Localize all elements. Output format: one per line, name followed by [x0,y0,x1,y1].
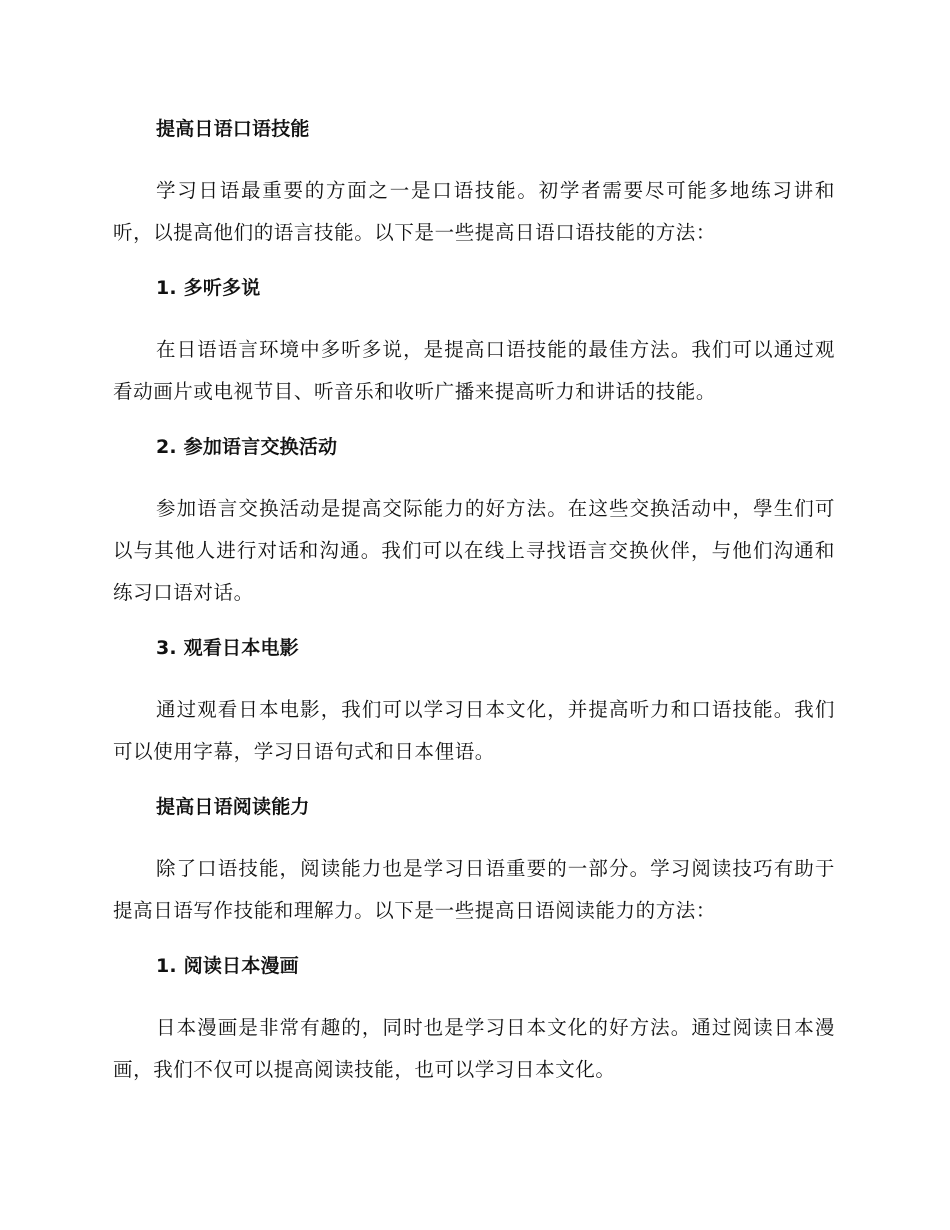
body-paragraph: 除了口语技能，阅读能力也是学习日语重要的一部分。学习阅读技巧有助于提高日语写作技能和理解力。以下是一些提高日语阅读能力的方法： [113,857,835,922]
subsection-heading: 2. 参加语言交换活动 [156,436,338,458]
subsection-heading: 1. 阅读日本漫画 [156,955,299,977]
subsection-heading: 1. 多听多说 [156,277,261,299]
body-paragraph: 日本漫画是非常有趣的，同时也是学习日本文化的好方法。通过阅读日本漫画，我们不仅可以提高阅读技能，也可以学习日本文化。 [113,1016,835,1081]
body-paragraph: 参加语言交换活动是提高交际能力的好方法。在这些交换活动中，學生们可以与其他人进行对话和沟通。我们可以在线上寻找语言交换伙伴，与他们沟通和练习口语对话。 [113,497,835,604]
body-paragraph: 在日语语言环境中多听多说，是提高口语技能的最佳方法。我们可以通过观看动画片或电视节目、听音乐和收听广播来提高听力和讲话的技能。 [113,338,835,403]
body-paragraph: 学习日语最重要的方面之一是口语技能。初学者需要尽可能多地练习讲和听，以提高他们的语言技能。以下是一些提高日语口语技能的方法： [113,179,835,244]
body-paragraph: 通过观看日本电影，我们可以学习日本文化，并提高听力和口语技能。我们可以使用字幕，学习日语句式和日本俚语。 [113,698,835,763]
section-heading: 提高日语阅读能力 [156,796,310,818]
subsection-heading: 3. 观看日本电影 [156,637,299,659]
section-heading: 提高日语口语技能 [156,118,310,140]
